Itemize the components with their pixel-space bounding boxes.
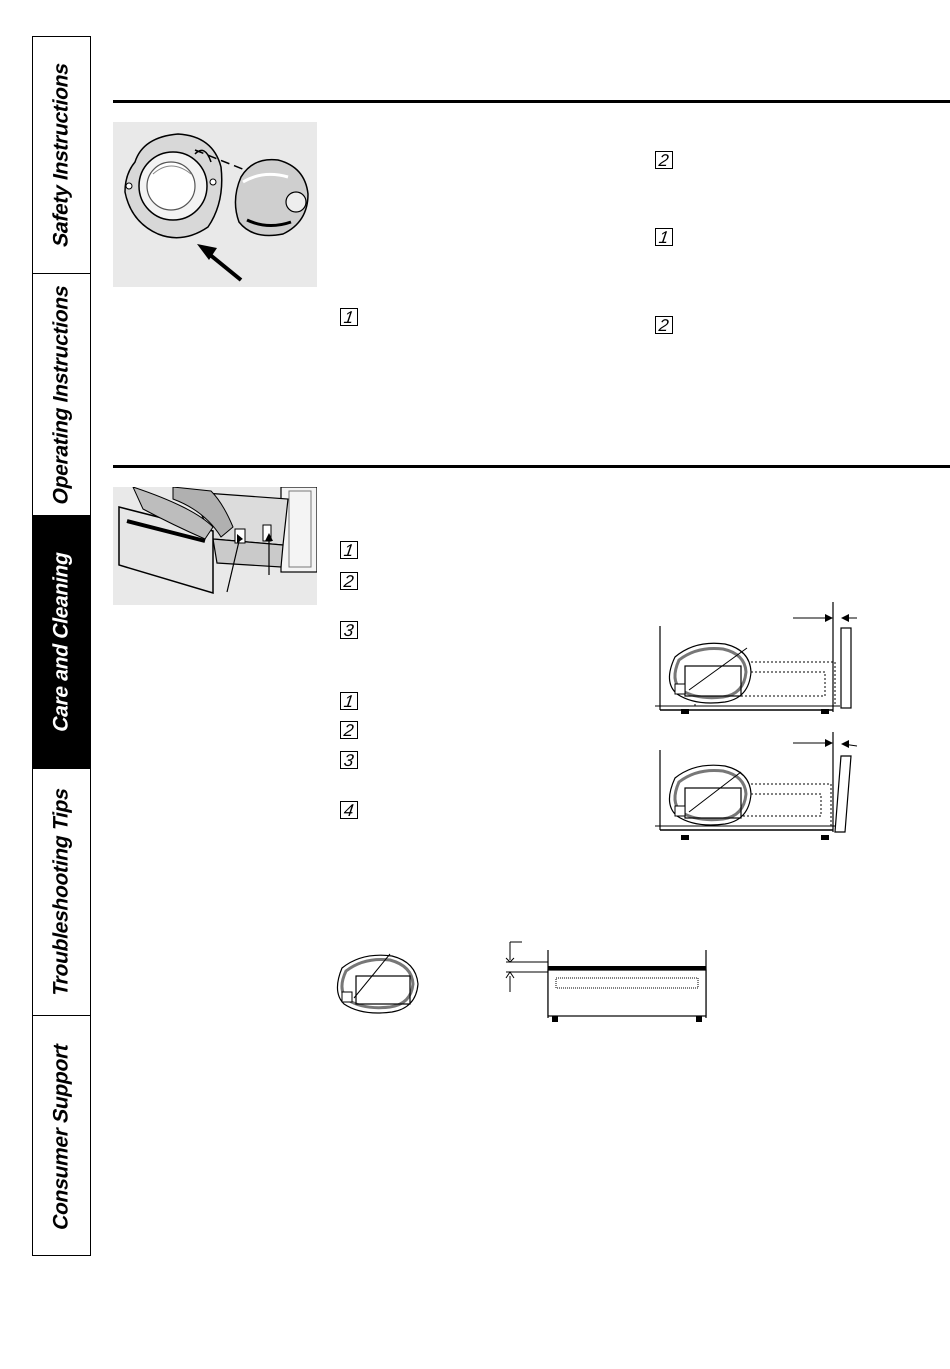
tab-label: Consumer Support — [49, 1041, 73, 1232]
step-number: 2 — [340, 572, 358, 590]
tab-operating-instructions[interactable] — [33, 274, 90, 516]
tab-label: Care and Cleaning — [49, 549, 73, 734]
section-divider — [113, 465, 950, 468]
drawer-front-diagram — [500, 938, 715, 1026]
step-number: 2 — [340, 721, 358, 739]
step-number: 3 — [340, 751, 358, 769]
step-number: 2 — [655, 151, 673, 169]
drawer-rail-diagram-top — [655, 602, 865, 717]
step-number: 1 — [655, 228, 673, 246]
section-divider — [113, 100, 950, 103]
tab-care-and-cleaning[interactable] — [33, 516, 90, 769]
step-number: 2 — [655, 316, 673, 334]
tab-troubleshooting-tips[interactable] — [33, 769, 90, 1016]
rail-detail-diagram — [332, 948, 422, 1018]
step-number: 4 — [340, 801, 358, 819]
burner-cap-drawing — [113, 122, 317, 287]
section-tabs — [32, 36, 91, 1256]
step-number: 1 — [340, 541, 358, 559]
burner-cap-illustration — [113, 122, 317, 287]
tab-safety-instructions[interactable] — [33, 37, 90, 274]
drawer-removal-illustration — [113, 487, 317, 605]
tab-label: Troubleshooting Tips — [49, 785, 73, 998]
step-number: 1 — [340, 308, 358, 326]
tab-label: Safety Instructions — [49, 60, 73, 250]
tab-consumer-support[interactable] — [33, 1016, 90, 1257]
drawer-rail-diagram-bottom — [655, 732, 865, 847]
step-number: 1 — [340, 692, 358, 710]
step-number: 3 — [340, 621, 358, 639]
drawer-drawing — [113, 487, 317, 605]
tab-label: Operating Instructions — [49, 282, 73, 507]
